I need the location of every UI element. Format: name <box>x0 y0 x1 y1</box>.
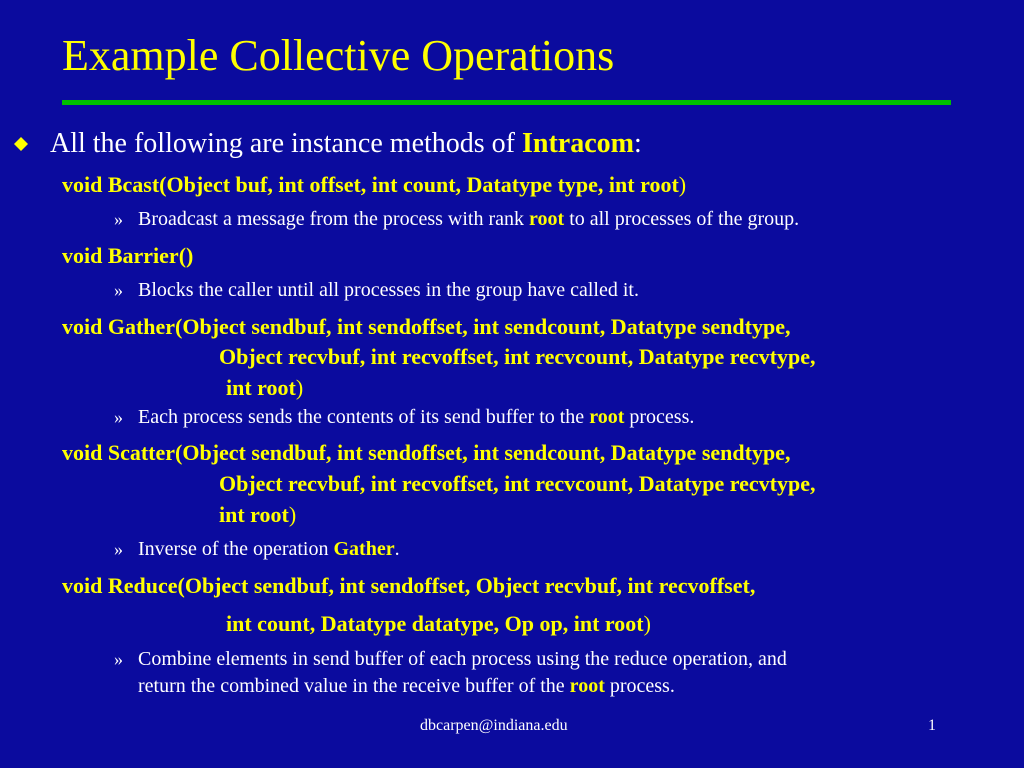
sub-bullet-marker: » <box>114 649 123 669</box>
intro-suffix: : <box>633 128 642 159</box>
bcast-signature <box>62 171 686 199</box>
reduce-line2-text: int count, Datatype datatype, Op op, int root <box>226 611 644 636</box>
intracom-class-name: Intracom <box>522 128 634 159</box>
scatter-desc-gather: Gather <box>333 538 395 560</box>
reduce-signature-line2 <box>226 610 651 638</box>
sub-bullet-marker: » <box>114 280 123 300</box>
reduce-signature-line1: void Reduce(Object sendbuf, int sendoffset, Object recvbuf, int recvoffset, <box>62 573 756 598</box>
bcast-desc-post: to all processes of the group. <box>564 208 800 230</box>
sub-bullet-marker: » <box>114 539 123 559</box>
gather-signature-line1: void Gather(Object sendbuf, int sendoffset, int sendcount, Datatype sendtype, <box>62 314 791 339</box>
gather-signature-line2: Object recvbuf, int recvoffset, int recvcount, Datatype recvtype, <box>219 344 816 369</box>
title-underline <box>62 100 951 105</box>
scatter-desc-post: . <box>394 538 400 560</box>
reduce-description-line1: Combine elements in send buffer of each process using the reduce operation, and <box>138 648 787 670</box>
reduce-desc-root: root <box>569 675 605 697</box>
intro-line <box>50 128 642 160</box>
gather-desc-pre: Each process sends the contents of its send buffer to the <box>138 406 590 428</box>
sub-bullet-marker: » <box>114 209 123 229</box>
bcast-desc-pre: Broadcast a message from the process with rank <box>138 208 529 230</box>
bcast-signature-text: void Bcast(Object buf, int offset, int count, Datatype type, int root <box>62 172 679 197</box>
scatter-signature-line2: Object recvbuf, int recvoffset, int recvcount, Datatype recvtype, <box>219 471 816 496</box>
footer-email: dbcarpen@indiana.edu <box>420 717 568 734</box>
reduce-description-line2 <box>138 674 675 698</box>
scatter-close-paren: ) <box>288 502 297 527</box>
scatter-signature-line3 <box>219 501 296 529</box>
bcast-desc-root: root <box>529 208 565 230</box>
scatter-line3-text: int root <box>219 502 289 527</box>
scatter-signature-line1: void Scatter(Object sendbuf, int sendoffset, int sendcount, Datatype sendtype, <box>62 440 791 465</box>
slide-title: Example Collective Operations <box>62 31 615 80</box>
sub-bullet-marker: » <box>114 407 123 427</box>
scatter-description <box>138 537 400 561</box>
gather-signature-line3 <box>226 374 303 402</box>
intro-text: All the following are instance methods of <box>50 128 522 159</box>
reduce-close-paren: ) <box>643 611 651 636</box>
diamond-icon <box>14 137 28 151</box>
barrier-description: Blocks the caller until all processes in the group have called it. <box>138 279 639 301</box>
bcast-close-paren: ) <box>678 172 687 197</box>
gather-line3-text: int root <box>226 375 296 400</box>
gather-close-paren: ) <box>295 375 304 400</box>
gather-desc-post: process. <box>624 406 695 428</box>
scatter-desc-pre: Inverse of the operation <box>138 538 334 560</box>
page-number: 1 <box>928 717 936 734</box>
bcast-description <box>138 207 799 231</box>
gather-desc-root: root <box>589 406 625 428</box>
reduce-desc-pre: return the combined value in the receive buffer of the <box>138 675 570 697</box>
barrier-signature: void Barrier() <box>62 243 194 268</box>
gather-description <box>138 405 694 429</box>
reduce-desc-post: process. <box>604 675 675 697</box>
